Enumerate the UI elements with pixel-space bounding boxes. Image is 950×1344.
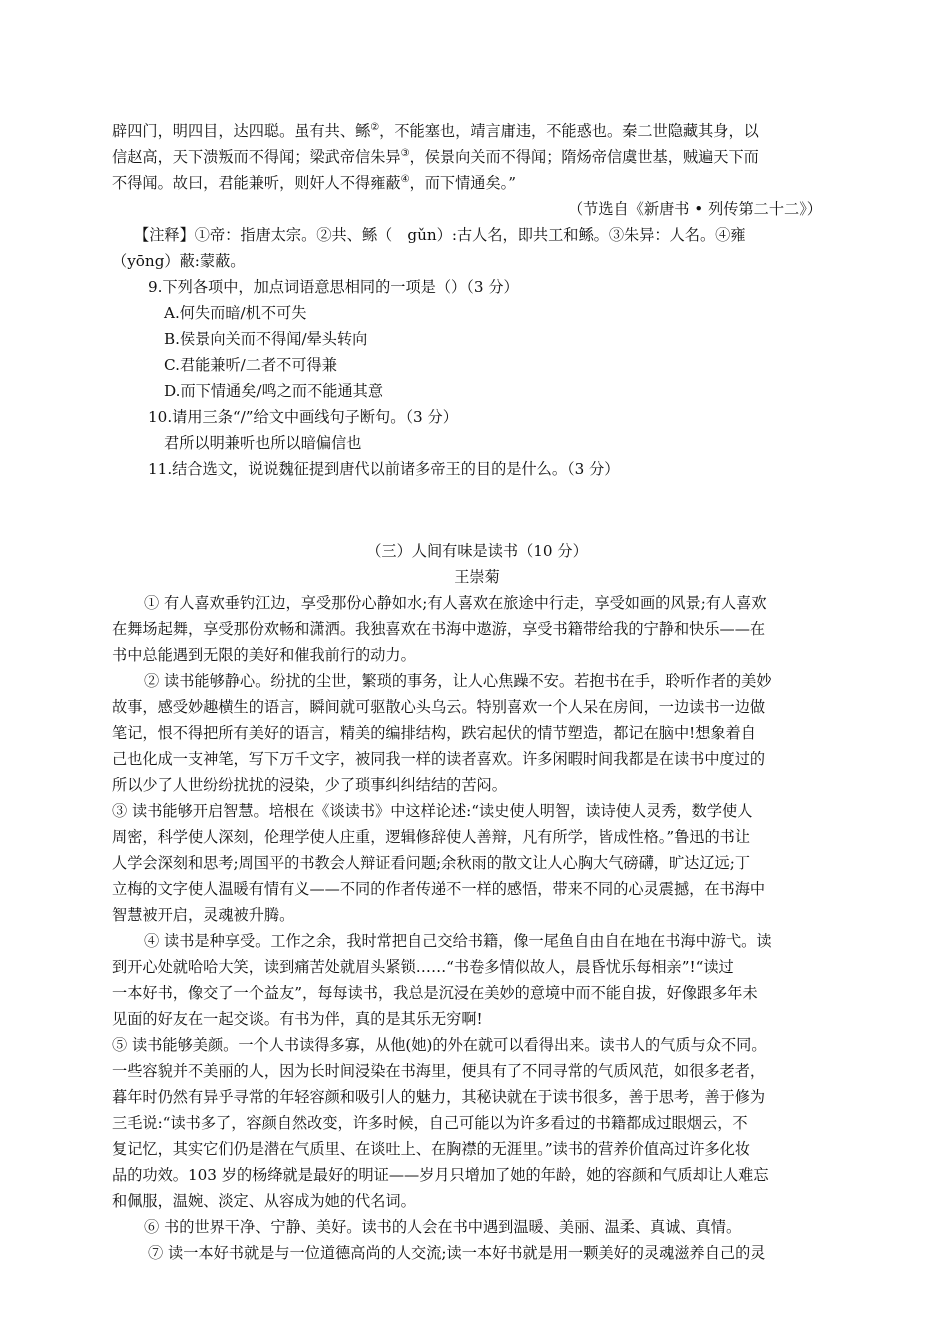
text-line: 所以少了人世纷纷扰扰的浸染，少了琐事纠纠结结的苦闷。 (112, 776, 507, 794)
text-line: 三毛说:“读书多了，容颜自然改变，许多时候，自己可能以为许多看过的书籍都成过眼烟云，不 (112, 1114, 748, 1132)
text-line: 品的功效。103 岁的杨绛就是最好的明证——岁月只增加了她的年龄，她的容颜和气质却让人难忘 (112, 1166, 769, 1184)
text-line: 见面的好友在一起交谈。有书为伴，真的是其乐无穷啊! (112, 1010, 483, 1028)
notes-line-2: （yōng）蔽:蒙蔽。 (112, 252, 246, 270)
text-line: 周密，科学使人深刻，伦理学使人庄重，逻辑修辞使人善辩，凡有所学，皆成性格。”鲁迅的书让 (112, 828, 751, 846)
article-paragraph-7 (112, 1240, 842, 1266)
question-10: 10.请用三条“/”给文中画线句子断句。（3 分） (148, 408, 458, 426)
text-run: 信赵高，天下溃叛而不得闻；梁武帝信朱异 (112, 148, 401, 166)
section-title: （三）人间有味是读书（10 分） (366, 542, 588, 560)
text-run: ，而下情通矣。” (409, 174, 517, 192)
text-run: 不得闻。故曰，君能兼听，则奸人不得雍蔽 (112, 174, 401, 192)
text-line: ⑥ 书的世界干净、宁静、美好。读书的人会在书中遇到温暖、美丽、温柔、真诚、真情。 (144, 1218, 742, 1236)
article-paragraph-2 (112, 668, 842, 798)
section-spacer (112, 482, 842, 538)
footnote-mark: ④ (400, 173, 410, 185)
text-line: 笔记，恨不得把所有美好的语言，精美的编排结构，跌宕起伏的情节塑造，都记在脑中!想象着自 (112, 724, 756, 742)
text-line: 到开心处就哈哈大笑，读到痛苦处就眉头紧锁……“书卷多情似故人，晨昏忧乐每相亲”!“读过 (112, 958, 734, 976)
article-paragraph-3 (112, 798, 842, 928)
q9-option-c: C.君能兼听/二者不可得兼 (164, 356, 337, 374)
text-line: 己也化成一支神笔，写下万千文字，被同我一样的读者喜欢。许多闲暇时间我都是在读书中度过的 (112, 750, 766, 768)
document-page (112, 118, 842, 1266)
text-run: ，不能塞也，靖言庸违，不能惑也。秦二世隐藏其身，以 (379, 122, 759, 140)
text-run: 辟四门，明四目，达四聪。虽有共、鲧 (112, 122, 371, 140)
text-line: 暮年时仍然有异乎寻常的年轻容颜和吸引人的魅力，其秘诀就在于读书很多，善于思考，善于修为 (112, 1088, 766, 1106)
q9-option-b: B.侯景向关而不得闻/晕头转向 (164, 330, 368, 348)
footnote-mark: ② (370, 121, 380, 133)
text-line: 一本好书，像交了一个益友”，每每读书，我总是沉浸在美妙的意境中而不能自拔，好像跟多年未 (112, 984, 758, 1002)
text-line: 在舞场起舞，享受那份欢畅和潇洒。我独喜欢在书海中遨游，享受书籍带给我的宁静和快乐——在 (112, 620, 766, 638)
passage-line-2 (112, 144, 842, 170)
text-run: ，侯景向关而不得闻；隋炀帝信虞世基，贼遍天下而 (409, 148, 759, 166)
section-author: 王崇菊 (454, 568, 500, 586)
article-paragraph-4 (112, 928, 842, 1032)
footnote-mark: ③ (400, 147, 410, 159)
text-line: 书中总能遇到无限的美好和催我前行的动力。 (112, 646, 416, 664)
text-line: ③ 读书能够开启智慧。培根在《谈读书》中这样论述:“读史使人明智，读诗使人灵秀，数学使人 (112, 802, 753, 820)
passage-line-1 (112, 118, 842, 144)
text-line: ④ 读书是种享受。工作之余，我时常把自己交给书籍，像一尾鱼自由自在地在书海中游弋。读 (144, 932, 772, 950)
text-line: 人学会深刻和思考;周国平的书教会人辩证看问题;余秋雨的散文让人心胸大气磅礴，旷达辽远;丁 (112, 854, 751, 872)
passage-source: （节选自《新唐书 • 列传第二十二》） (567, 200, 822, 218)
text-line: ⑦ 读一本好书就是与一位道德高尚的人交流;读一本好书就是用一颗美好的灵魂滋养自己的灵 (148, 1244, 766, 1262)
q9-option-a: A.何失而暗/机不可失 (164, 304, 307, 322)
text-line: 和佩服，温婉、淡定、从容成为她的代名词。 (112, 1192, 416, 1210)
text-line: ⑤ 读书能够美颜。一个人书读得多寡，从他(她)的外在就可以看得出来。读书人的气质与众不同。 (112, 1036, 767, 1054)
text-line: 立梅的文字使人温暖有情有义——不同的作者传递不一样的感悟，带来不同的心灵震撼，在书海中 (112, 880, 766, 898)
text-line: 一些容貌并不美丽的人，因为长时间浸染在书海里，便具有了不同寻常的气质风范，如很多老者， (112, 1062, 766, 1080)
text-line: 故事，感受妙趣横生的语言，瞬间就可驱散心头乌云。特别喜欢一个人呆在房间，一边读书一边做 (112, 698, 766, 716)
text-line: ① 有人喜欢垂钓江边，享受那份心静如水;有人喜欢在旅途中行走，享受如画的风景;有人喜欢 (144, 594, 767, 612)
notes-line-1: 【注释】①帝：指唐太宗。②共、鲧（ gǔn）:古人名，即共工和鲧。③朱异：人名。④雍 (134, 226, 746, 244)
article-paragraph-1 (112, 590, 842, 668)
article-paragraph-5 (112, 1032, 842, 1214)
passage-line-3 (112, 170, 842, 196)
article-paragraph-6 (112, 1214, 842, 1240)
q9-option-d: D.而下情通矣/鸣之而不能通其意 (164, 382, 384, 400)
text-line: 智慧被开启，灵魂被升腾。 (112, 906, 295, 924)
q10-sentence: 君所以明兼听也所以暗偏信也 (164, 434, 362, 452)
text-line: ② 读书能够静心。纷扰的尘世，繁琐的事务，让人心焦躁不安。若抱书在手，聆听作者的美妙 (144, 672, 772, 690)
question-11: 11.结合选文，说说魏征提到唐代以前诸多帝王的目的是什么。（3 分） (148, 460, 620, 478)
text-line: 复记忆，其实它们仍是潜在气质里、在谈吐上、在胸襟的无涯里。”读书的营养价值高过许多化妆 (112, 1140, 751, 1158)
question-9: 9.下列各项中，加点词语意思相同的一项是（）（3 分） (148, 278, 519, 296)
